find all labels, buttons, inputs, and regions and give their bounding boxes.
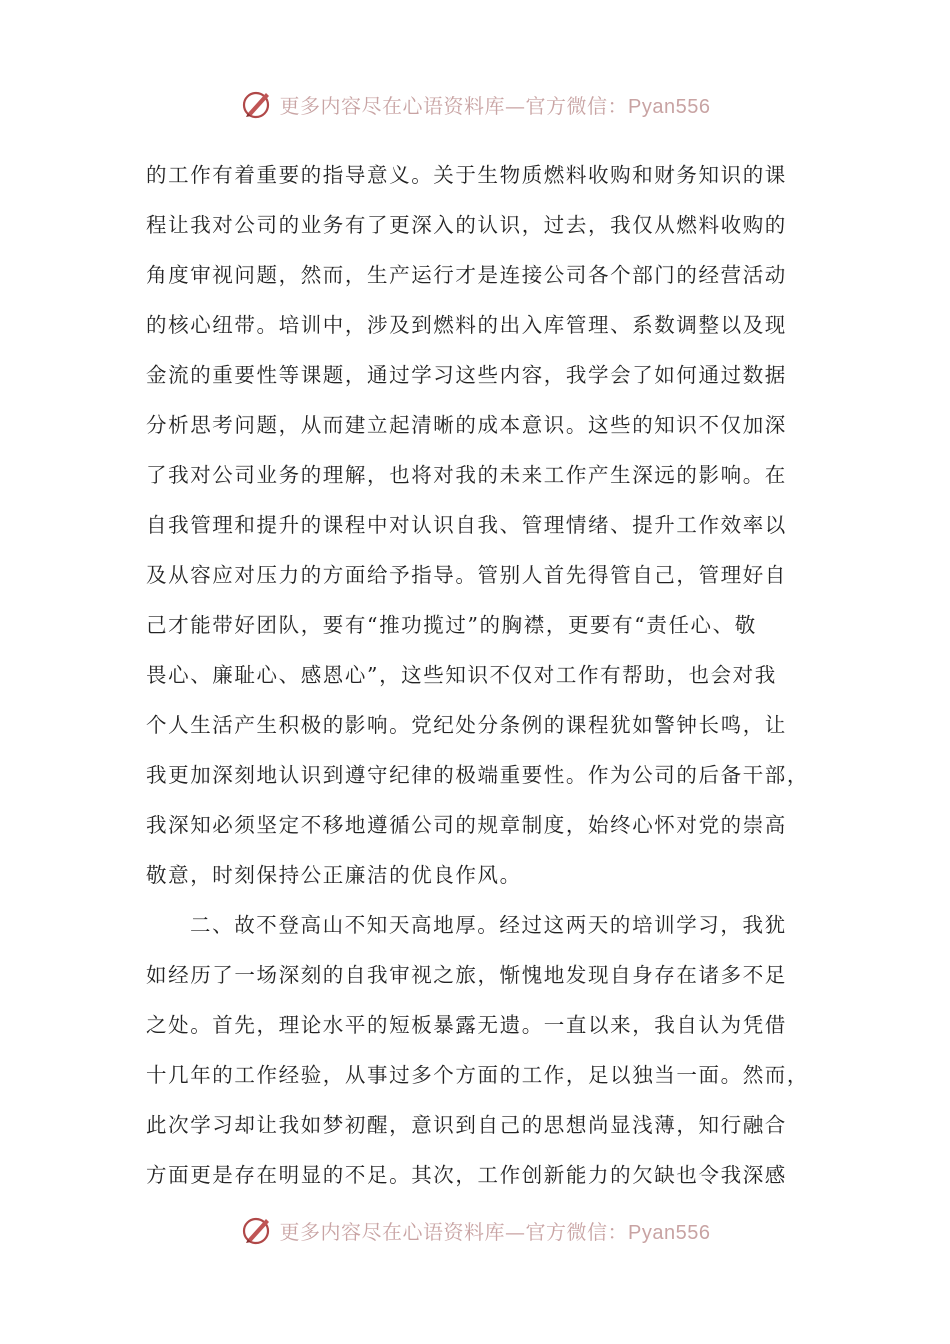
- body-text-line: 敬意，时刻保持公正廉洁的优良作风。: [146, 863, 522, 887]
- footer-wechat-handle: Pyan556: [628, 1221, 711, 1244]
- body-text-line: 了我对公司业务的理解，也将对我的未来工作产生深远的影响。在: [146, 463, 787, 487]
- pen-circle-icon: [240, 1213, 274, 1247]
- header-wechat-handle: Pyan556: [628, 95, 711, 118]
- body-text-line: 个人生活产生积极的影响。党纪处分条例的课程犹如警钟长鸣，让: [146, 713, 787, 737]
- body-text-line: 角度审视问题，然而，生产运行才是连接公司各个部门的经营活动: [146, 263, 787, 287]
- body-text-line: 之处。首先，理论水平的短板暴露无遗。一直以来，我自认为凭借: [146, 1013, 787, 1037]
- body-text-line: 我更加深刻地认识到遵守纪律的极端重要性。作为公司的后备干部，: [146, 763, 809, 787]
- body-text-line: 方面更是存在明显的不足。其次，工作创新能力的欠缺也令我深感: [146, 1163, 787, 1187]
- body-text-line: 此次学习却让我如梦初醒，意识到自己的思想尚显浅薄，知行融合: [146, 1113, 787, 1137]
- body-text-line: 的工作有着重要的指导意义。关于生物质燃料收购和财务知识的课: [146, 163, 787, 187]
- body-text-line: 分析思考问题，从而建立起清晰的成本意识。这些的知识不仅加深: [146, 413, 787, 437]
- body-text-line: 己才能带好团队，要有“推功揽过”的胸襟，更要有“责任心、敬: [146, 613, 757, 637]
- body-text-line: 如经历了一场深刻的自我审视之旅，惭愧地发现自身存在诸多不足: [146, 963, 787, 987]
- header-watermark-banner: [0, 84, 950, 124]
- body-text-line: 十几年的工作经验，从事过多个方面的工作，足以独当一面。然而，: [146, 1063, 809, 1087]
- body-text-line: 的核心纽带。培训中，涉及到燃料的出入库管理、系数调整以及现: [146, 313, 787, 337]
- header-watermark-text: 更多内容尽在心语资料库—官方微信：Pyan556: [279, 93, 711, 118]
- document-body: [146, 150, 836, 1200]
- body-text-line: 我深知必须坚定不移地遵循公司的规章制度，始终心怀对党的崇高: [146, 813, 787, 837]
- body-text-line: 金流的重要性等课题，通过学习这些内容，我学会了如何通过数据: [146, 363, 787, 387]
- body-text-line: 及从容应对压力的方面给予指导。管别人首先得管自己，管理好自: [146, 563, 787, 587]
- paragraph-start-line: 二、故不登高山不知天高地厚。经过这两天的培训学习，我犹: [190, 913, 787, 937]
- body-text-line: 畏心、廉耻心、感恩心”，这些知识不仅对工作有帮助，也会对我: [146, 663, 777, 687]
- pen-circle-icon: [240, 87, 274, 121]
- footer-watermark-banner: [0, 1210, 950, 1250]
- body-text-line: 程让我对公司的业务有了更深入的认识，过去，我仅从燃料收购的: [146, 213, 787, 237]
- footer-watermark-text: 更多内容尽在心语资料库—官方微信：Pyan556: [279, 1219, 711, 1244]
- body-text-line: 自我管理和提升的课程中对认识自我、管理情绪、提升工作效率以: [146, 513, 787, 537]
